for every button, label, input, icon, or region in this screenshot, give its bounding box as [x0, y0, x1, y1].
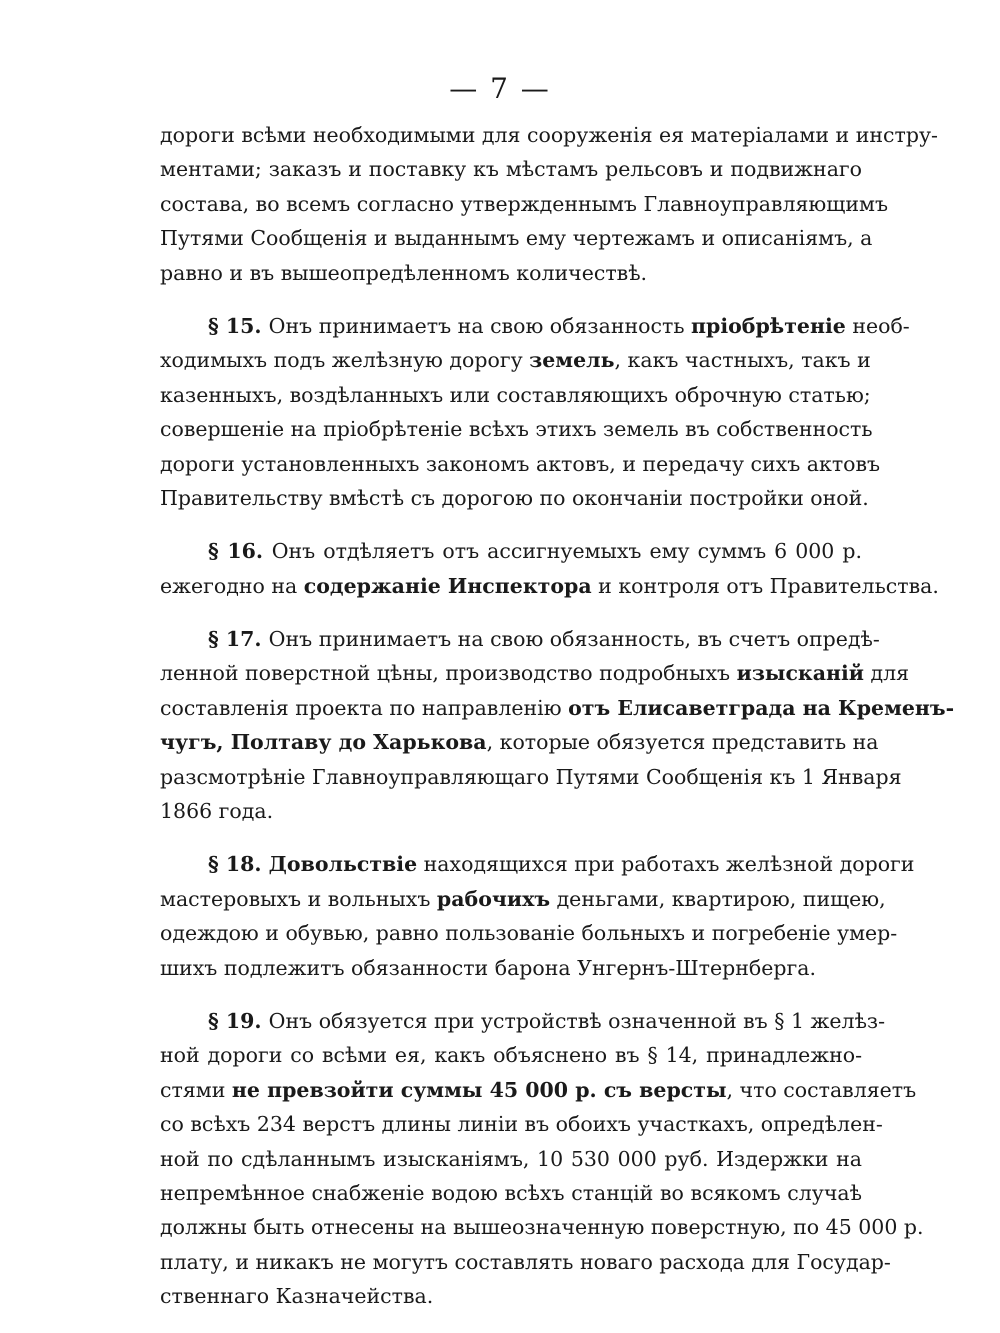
- paragraph: [160, 309, 910, 515]
- text-line: [160, 882, 886, 916]
- text-line: [160, 1245, 891, 1279]
- text-run: Путями Сообщенія и выданнымъ ему чертежамъ и описаніямъ, а: [160, 226, 873, 251]
- bold-text: отъ Елисаветграда на Кременъ-: [568, 695, 955, 720]
- text-run: составленія проекта по направленію: [160, 695, 569, 720]
- text-line: [160, 656, 910, 690]
- text-run: одеждою и обувью, равно пользованіе больныхъ и погребеніе умер-: [160, 921, 898, 946]
- text-line: [160, 1107, 883, 1141]
- text-run: со всѣхъ 234 верстъ длины линіи въ обоихъ участкахъ, опредѣлен-: [160, 1112, 883, 1137]
- text-run: ходимыхъ подъ желѣзную дорогу: [160, 348, 530, 373]
- text-run: плату, и никакъ не могутъ составлять новаго расхода для Государ-: [160, 1249, 891, 1274]
- bold-text: Довольствіе: [268, 852, 418, 877]
- text-run: необ-: [845, 313, 910, 338]
- text-line: [160, 447, 881, 481]
- text-line: [160, 221, 873, 255]
- text-line: [160, 951, 862, 985]
- bold-text: чугъ, Полтаву до Харькова: [160, 730, 487, 755]
- text-run: разсмотрѣніе Главноуправляющаго Путями Сообщенія къ 1 Января: [160, 764, 902, 789]
- text-run: совершеніе на пріобрѣтеніе всѣхъ этихъ земель въ собственность: [160, 417, 873, 442]
- text-run: , что составляетъ: [726, 1077, 917, 1102]
- text-line: [160, 309, 910, 343]
- text-run: ной по сдѣланнымъ изысканіямъ, 10 530 000 руб. Издержки на: [160, 1146, 862, 1171]
- text-line: [160, 1210, 924, 1244]
- text-line: [160, 118, 938, 152]
- bold-text: земель: [529, 348, 615, 373]
- text-line: [160, 725, 879, 759]
- text-run: и контроля отъ Правительства.: [591, 573, 939, 598]
- text-run: дороги всѣми необходимыми для сооруженія ея матеріалами и инстру-: [160, 123, 938, 147]
- paragraph-gap: [160, 828, 862, 847]
- paragraph: [160, 534, 939, 603]
- text-run: ной дороги со всѣми ея, какъ объяснено въ § 14, принадлежно-: [160, 1043, 862, 1068]
- text-run: Онъ отдѣляетъ отъ ассигнуемыхъ ему суммъ 6 000 р.: [271, 539, 862, 564]
- text-line: [160, 256, 862, 290]
- paragraph: [160, 847, 915, 985]
- text-run: Онъ принимаетъ на свою обязанность, въ счетъ опредѣ-: [268, 627, 880, 652]
- bold-text: § 17.: [208, 627, 269, 652]
- paragraph-gap: [160, 603, 862, 622]
- text-line: [160, 691, 955, 725]
- text-line: [160, 1004, 886, 1038]
- text-run: Правительству вмѣстѣ съ дорогою по окончаніи постройки оной.: [160, 485, 869, 510]
- text-line: [160, 1142, 862, 1176]
- text-line: [160, 916, 898, 950]
- text-run: 1866 года.: [160, 799, 274, 824]
- text-line: [160, 187, 888, 221]
- text-line: [160, 378, 871, 412]
- text-run: Онъ обязуется при устройствѣ означенной въ § 1 желѣз-: [268, 1008, 886, 1033]
- text-line: [160, 847, 915, 881]
- text-line: [160, 481, 869, 515]
- text-run: непремѣнное снабженіе водою всѣхъ станцій во всякомъ случаѣ: [160, 1180, 862, 1205]
- text-run: деньгами, квартирою, пищею,: [550, 886, 886, 911]
- text-run: стями: [160, 1077, 232, 1102]
- text-line: [160, 412, 873, 446]
- paragraph-gap: [160, 985, 862, 1004]
- text-line: [160, 152, 862, 186]
- text-run: находящихся при работахъ желѣзной дороги: [417, 852, 915, 877]
- text-line: [160, 760, 902, 794]
- text-line: [160, 534, 862, 568]
- paragraph: [160, 1004, 924, 1314]
- bold-text: § 16.: [208, 539, 272, 564]
- bold-text: не превзойти суммы 45 000 р. съ версты: [231, 1077, 727, 1102]
- paragraph: [160, 118, 938, 290]
- paragraph: [160, 622, 955, 828]
- bold-text: содержаніе Инспектора: [303, 573, 592, 598]
- text-run: Онъ принимаетъ на свою обязанность: [268, 313, 691, 338]
- paragraph-gap: [160, 515, 862, 534]
- text-run: ленной поверстной цѣны, производство подробныхъ: [160, 661, 737, 686]
- text-line: [160, 1279, 862, 1313]
- text-run: для: [864, 661, 910, 686]
- text-line: [160, 343, 871, 377]
- text-run: , какъ частныхъ, такъ и: [614, 348, 871, 373]
- text-run: состава, во всемъ согласно утвержденнымъ Главноуправляющимъ: [160, 191, 888, 216]
- text-line: [160, 1038, 862, 1072]
- text-run: ежегодно на: [160, 573, 304, 598]
- bold-text: рабочихъ: [436, 886, 551, 911]
- bold-text: изысканій: [736, 661, 865, 686]
- text-line: [160, 794, 862, 828]
- text-line: [160, 622, 880, 656]
- text-run: должны быть отнесены на вышеозначенную поверстную, по 45 000 р.: [160, 1215, 924, 1240]
- text-run: , которые обязуется представить на: [486, 730, 879, 755]
- text-run: ментами; заказъ и поставку къ мѣстамъ рельсовъ и подвижнаго: [160, 157, 862, 182]
- text-line: [160, 1073, 917, 1107]
- page-number: — 7 —: [449, 72, 551, 105]
- bold-text: пріобрѣтеніе: [691, 313, 846, 338]
- text-run: шихъ подлежитъ обязанности барона Унгернъ-Штернберга.: [160, 955, 816, 980]
- text-run: ственнаго Казначейства.: [160, 1284, 434, 1309]
- document-body: [160, 118, 955, 1314]
- bold-text: § 19.: [208, 1008, 269, 1033]
- bold-text: § 15.: [208, 313, 269, 338]
- text-run: мастеровыхъ и вольныхъ: [160, 886, 437, 911]
- text-line: [160, 569, 939, 603]
- text-run: дороги установленныхъ закономъ актовъ, и передачу сихъ актовъ: [160, 451, 881, 476]
- text-run: равно и въ вышеопредѣленномъ количествѣ.: [160, 260, 648, 285]
- bold-text: § 18.: [208, 852, 269, 877]
- paragraph-gap: [160, 290, 862, 309]
- text-run: казенныхъ, воздѣланныхъ или составляющихъ оброчную статью;: [160, 382, 871, 407]
- text-line: [160, 1176, 862, 1210]
